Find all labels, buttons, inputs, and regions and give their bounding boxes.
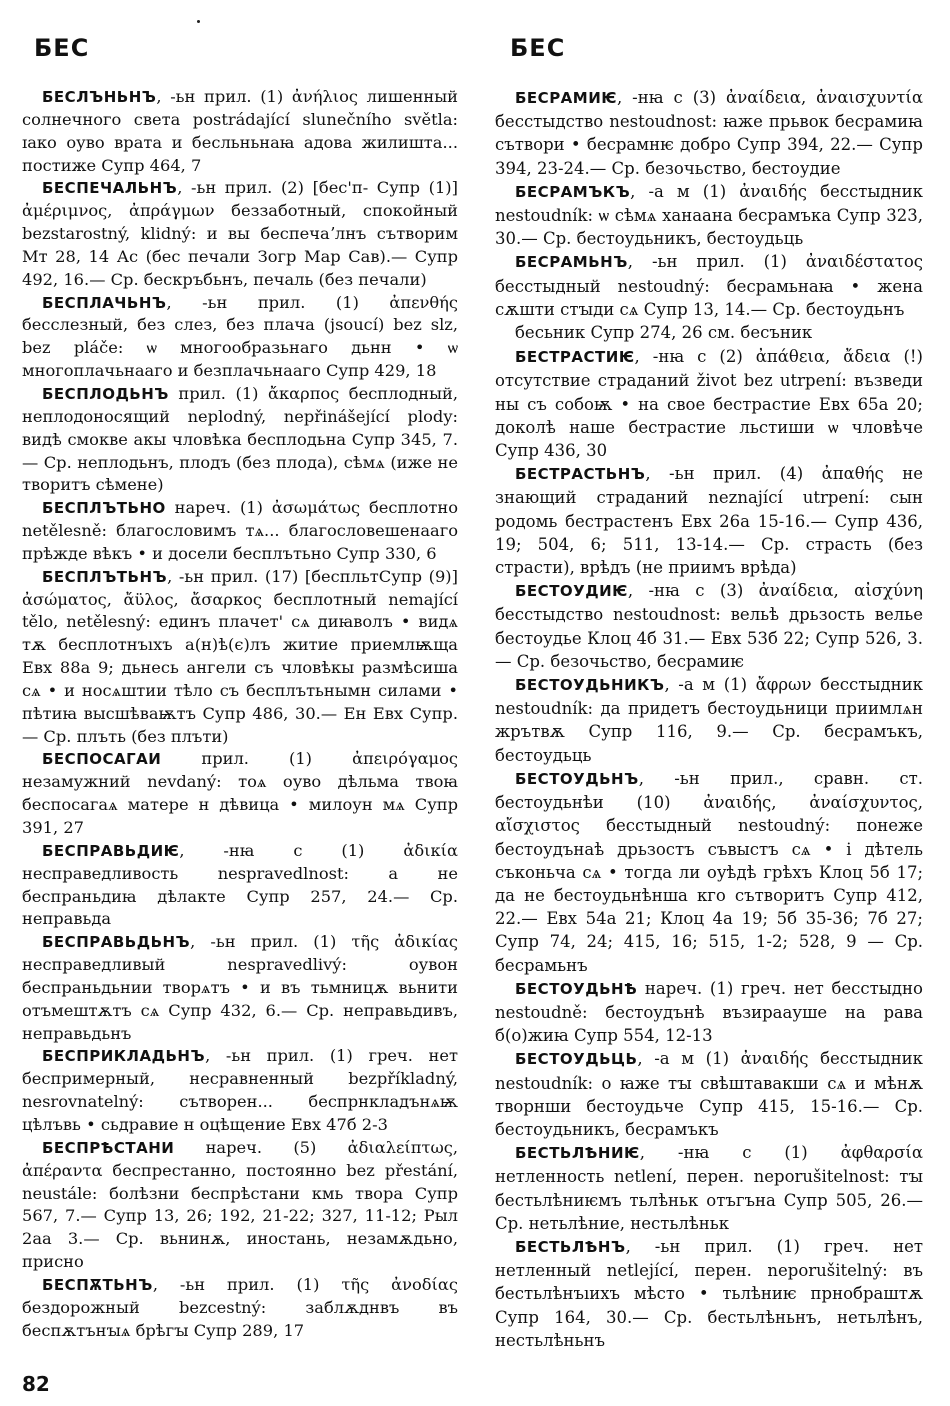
- entry-headword: БЕСПЛЪТЬНЪ: [42, 567, 168, 586]
- entry-body: , -а м (1) ἄφρων бесстыдник nestoudník: да придетъ бестоудьници приимлѧн жрътвѫ Супр 116, 9.— Ср. бесрамъкъ, бестоудьць: [495, 675, 923, 765]
- entry-body: , -ьн прил. (17) [беспльтСупр (9)] ἀσώματος, ἄϋλος, ἄσαρκος бесплотный nemající tělo, netělesný: единъ плачет' сѧ диꙗволъ • видѧ тѫ бесплотнъıхъ а(н)ѣ(є)лъ житие приемлѭща Евх 88а 9; дьнесь ангели съ чловѣкы размѣсиша сѧ • и носѧштии тѣло съ бесплътьнымн силами • пѣтиꙗ высшѣваѭтъ Супр 486, 30.— Ен Евх Супр.— Ср. плъть (без плъти): [22, 566, 458, 746]
- dictionary-entry: [495, 250, 923, 321]
- dictionary-entry: [22, 840, 458, 931]
- entry-headword: БЕСПЕЧАЛЬНЪ: [42, 179, 178, 198]
- entry-body: нареч. (1) ἀσωμάτως бесплотно netělesně: благословимъ тѧ... благословешенааго прѣжде вѣкъ • и досели бесплътьно Супр 330, 6: [22, 498, 458, 563]
- entry-headword: БЕСПРАВЬДИѤ: [42, 841, 180, 860]
- entry-headword: БЕСТЬЛѢНИѤ: [515, 1144, 640, 1163]
- entry-headword: БЕСПЛОДЬНЪ: [42, 384, 169, 403]
- entry-body: , -ьн прил. (1) ἀπενθής бесслезный, без слез, без плача (jsoucí) bez slz, bez pláče: ѡ многообразьнаго дьнн • ѡ многоплачьнааго и безплачьнааго Супр 429, 18: [22, 292, 458, 381]
- entry-headword: БЕСПЛЪТЬНО: [42, 499, 166, 518]
- entry-headword: БЕСРАМЬНЪ: [515, 253, 628, 272]
- entry-body: прил. (1) ἀπειρόγαμος незамужний nevdaný: тоѧ оуво дѣльма твоꙗ беспосагаѧ матере н дѣвица • милоун мѧ Супр 391, 27: [22, 749, 458, 837]
- dictionary-entry: [495, 579, 923, 673]
- entry-headword: БЕСТОУДЬЦЬ: [515, 1050, 638, 1069]
- dictionary-entry: [495, 321, 923, 345]
- entry-body: , -ьн прил. (1) греч. нет нетленный netlející, перен. neporušitelný: въ бестьлѣнъıихъ мѣсто • тьлѣниѥ прнобраштѫ Супр 164, 30.— Ср. бестьлѣньнъ, нетьлѣнъ, нестьлѣньнъ: [495, 1236, 923, 1350]
- entry-body: бесьник Супр 274, 26 см. бесъник: [515, 323, 813, 343]
- entry-body: прил. (1) ἄκαρπος бесплодный, неплодоносящий neplodný, nepřinášející plody: видѣ смокве акы чловѣка бесплодьна Супр 345, 7.— Ср. неплодьнъ, плодъ (без плода), сѣмѧ (иже не творитъ сѣмене): [22, 383, 458, 495]
- entry-headword: БЕСПРИКЛАДЬНЪ: [42, 1047, 206, 1066]
- dictionary-entry: [22, 292, 458, 383]
- entry-headword: БЕСТРАСТЬНЪ: [515, 465, 646, 484]
- right-column: [495, 86, 923, 1352]
- entry-headword: БЕСРАМЪКЪ: [515, 182, 631, 201]
- entry-body: , -нꙗ с (3) ἀναίδεια, αἰσχύνη бесстыдство nestoudnost: вельѣ дрьзость велье бестоудье Клоц 4б 31.— Евх 53б 22; Супр 526, 3.— Ср. безочьство, бесрамиѥ: [495, 581, 923, 671]
- entry-headword: БЕСПРѢСТАНИ: [42, 1138, 175, 1157]
- entry-headword: БЕСЛЪНЬНЪ: [42, 88, 157, 106]
- dictionary-entry: [495, 1235, 923, 1352]
- dictionary-entry: [495, 977, 923, 1048]
- dictionary-entry: [22, 566, 458, 749]
- entry-body: нареч. (5) ἀδιαλείπτως, ἀπέραντα беспрестанно, постоянно bez přestání, neustále: болѣзни беспрѣстани кмь твора Супр 567, 7.— Супр 13, 26; 192, 21-22; 327, 11-12; Рыл 2аа 3.— Ср. вьнинѫ, иностань, незамѫдьно, присно: [22, 1137, 458, 1272]
- entry-headword: БЕСПРАВЬДЬНЪ: [42, 933, 191, 952]
- entry-headword: БЕСРАМИѤ: [515, 89, 617, 107]
- entry-body: , -ьн прил., сравн. ст. бестоудьнѣи (10) ἀναιδής, ἀναίσχυντος, αἴσχιστος бесстыдный nestoudný: понеже бестоудънаѣ дрьзостъ съвыстъ сѧ • і дѣтель съконьча сѧ • тогда ли оуѣдѣ грѣхъ Клоц 5б 17; да не бестоудьнѣнша кго сътворитъ Супр 412, 22.— Евх 54а 21; Клоц 4а 19; 5б 35-36; 7б 27; Супр 74, 24; 415, 16; 515, 1-2; 528, 9 — Ср. бесрамьнъ: [495, 768, 923, 975]
- dictionary-entry: [495, 462, 923, 579]
- entry-body: , -ьн прил. (1) τῆς ἀνοδίας бездорожный bezcestný: заблѫднвъ въ беспѫтънꙑѧ брѣгꙑ Супр 289, 17: [22, 1274, 458, 1340]
- entry-headword: БЕСТЬЛѢНЪ: [515, 1237, 626, 1256]
- entry-headword: БЕСТОУДЬНЪ: [515, 769, 639, 788]
- running-header-left: БЕС: [34, 34, 90, 62]
- entry-body: , -нꙗ с (1) ἀδικία несправедливость nespravedlnost: а не беспраньдиꙗ дѣлакте Супр 257, 24.— Ср. неправьда: [22, 840, 458, 929]
- entry-body: , -нꙗ с (1) ἀφθαρσία нетленность netlení, перен. neporušitelnost: тꙑ бестьлѣниѥмъ тьлѣньк отъгъна Супр 505, 26.— Ср. нетьлѣние, нестьлѣньк: [495, 1143, 923, 1233]
- entry-headword: БЕСТОУДИѤ: [515, 582, 628, 601]
- dictionary-entry: [22, 383, 458, 497]
- entry-headword: БЕСПЛАЧЬНЪ: [42, 293, 167, 312]
- dictionary-entry: [22, 177, 458, 291]
- entry-body: , -а м (1) ἀναιδής бесстыдник nestoudník: о ꙗже тꙑ свѣштавакши сѧ и мѣнѫ творнши бестоудьче Супр 415, 15-16.— Ср. бестоудьникъ, бесрамъкъ: [495, 1049, 923, 1139]
- entry-body: , -ьн прил. (1) греч. нет беспримерный, несравненный bezpříkladný, nesrovnatelný: сътворен... беспрнкладънѧѭ цѣлъвь • сьдравие н оцѣщение Евх 47б 2-3: [22, 1046, 458, 1134]
- entry-body: , -ьн прил. (4) ἀπαθής не знающий страданий neznající utrpení: сын родомь бестрастенъ Евх 26а 15-16.— Супр 436, 19; 504, 6; 511, 13-14.— Ср. страсть (без страсти), врѣдъ (не приимъ врѣда): [495, 464, 923, 578]
- entry-body: , -ьн прил. (1) τῆς ἀδικίας несправедливый nespravedlivý: оувон беспраньдьнии творѧтъ • и въ тьмницѫ вьнити отъмештѫтъ сѧ Супр 432, 6.— Ср. неправьдивъ, неправьдьнъ: [22, 932, 458, 1043]
- dictionary-entry: [22, 1045, 458, 1136]
- entry-headword: БЕСТОУДЬНИКЪ: [515, 676, 665, 695]
- dictionary-entry: [22, 931, 458, 1045]
- dictionary-entry: [495, 86, 923, 180]
- entry-body: , -ьн прил. (1) ἀνήλιος лишенный солнечного света postrádající slunečního světla: ɪако оуво врата и бесльньнаꙗ адова жилишта... постиже Супр 464, 7: [22, 87, 458, 175]
- entry-body: , -а м (1) ἀναιδής бесстыдник nestoudník: ѡ сѣмѧ ханаана бесрамъка Супр 323, 30.— Ср. бестоудьникъ, бестоудьць: [495, 181, 923, 249]
- entry-body: , -ьн прил. (2) [бес'п- Супр (1)] ἀμέριμνος, ἀπράγμων беззаботный, спокойный bezstarostný, klidný: и вы беспечаʼлнъ сътворим Мт 28, 14 Ас (бес печали Зогр Мар Сав).— Супр 492, 16.— Ср. бескръбьнъ, печаль (без печали): [22, 178, 458, 289]
- dictionary-entry: [495, 1047, 923, 1141]
- running-header-right: БЕС: [510, 34, 566, 62]
- entry-body: нареч. (1) греч. нет бесстыдно nestoudně: бестоудънѣ възираауше на рава б(о)жиꙗ Супр 554, 12-13: [495, 978, 923, 1046]
- entry-headword: БЕСТОУДЬНѢ: [515, 979, 638, 998]
- entry-headword: БЕСПОСАГАИ: [42, 750, 162, 769]
- dictionary-entry: [22, 86, 458, 177]
- dictionary-entry: [22, 1137, 458, 1274]
- dictionary-entry: [22, 497, 458, 566]
- stray-dot: [197, 20, 200, 23]
- dictionary-entry: [22, 748, 458, 839]
- dictionary-entry: [495, 673, 923, 767]
- entry-headword: БЕСТРАСТИѤ: [515, 348, 635, 367]
- dictionary-entry: [495, 180, 923, 251]
- entry-body: , -ьн прил. (1) ἀναιδέστατος бесстыдный nestoudný: бесрамьнаꙗ • жена сѫшти стꙑди сѧ Супр 13, 14.— Ср. бестоудьнъ: [495, 252, 923, 319]
- page-number: 82: [22, 1372, 50, 1396]
- left-column: [22, 86, 458, 1342]
- dictionary-entry: [495, 1141, 923, 1235]
- entry-body: , -нꙗ с (3) ἀναίδεια, ἀναισχυντία бесстыдство nestoudnost: ꙗже прьвок беcрамиꙗ сътвори • бесрамнѥ добро Супр 394, 22.— Супр 394, 23-24.— Ср. безочьство, бестоудие: [495, 88, 923, 178]
- dictionary-entry: [495, 767, 923, 977]
- entry-body: , -нꙗ с (2) ἀπάθεια, ἄδεια (!) отсутствие страданий život bez utrpení: възведи ны съ собоѭ • на свое бестрастие Евх 65а 20; доколѣ наше бестрастие льстиши ѡ чловѣче Супр 436, 30: [495, 347, 923, 461]
- entry-headword: БЕСПѪТЬНЪ: [42, 1275, 153, 1294]
- dictionary-entry: [495, 345, 923, 462]
- dictionary-entry: [22, 1274, 458, 1343]
